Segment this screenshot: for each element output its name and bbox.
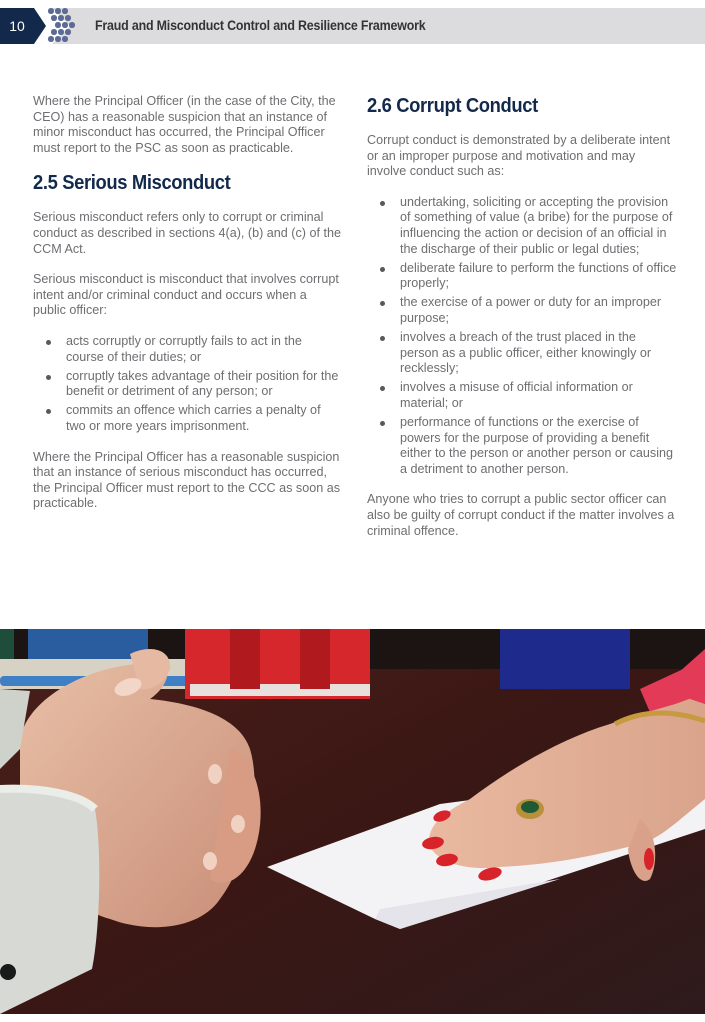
bullet-list bbox=[367, 195, 677, 478]
section-heading-serious-misconduct: 2.5 Serious Misconduct bbox=[33, 172, 231, 195]
list-item bbox=[33, 369, 343, 400]
list-item-text: acts corruptly or corruptly fails to act in the course of their duties; or bbox=[66, 333, 302, 364]
list-item bbox=[367, 195, 677, 257]
list-item bbox=[33, 334, 343, 365]
bullet-icon bbox=[380, 336, 385, 341]
list-item-text: undertaking, soliciting or accepting the provision of something of value (a bribe) for the purpose of influencing the action or decision of an official in the discharge of their public or legal duties; bbox=[400, 194, 673, 256]
document-title: Fraud and Misconduct Control and Resilience Framework bbox=[95, 18, 426, 33]
right-column bbox=[367, 94, 677, 554]
page-number: 10 bbox=[9, 18, 25, 34]
paragraph: Serious misconduct is misconduct that involves corrupt intent and/or criminal conduct and occurs when a public officer: bbox=[33, 272, 339, 318]
bullet-icon bbox=[46, 375, 51, 380]
bullet-icon bbox=[380, 301, 385, 306]
list-item bbox=[367, 295, 677, 326]
list-item bbox=[367, 415, 677, 477]
list-item-text: commits an offence which carries a penalty of two or more years imprisonment. bbox=[66, 403, 321, 433]
bullet-icon bbox=[380, 201, 385, 206]
list-item bbox=[367, 330, 677, 377]
dot-arrow-icon bbox=[40, 8, 84, 44]
list-item-text: deliberate failure to perform the functions of office properly; bbox=[400, 260, 677, 291]
page-number-box bbox=[0, 8, 34, 44]
bullet-icon bbox=[46, 409, 51, 414]
bullet-icon bbox=[380, 421, 385, 426]
list-item bbox=[367, 380, 677, 411]
closing-paragraph: Anyone who tries to corrupt a public sector officer can also be guilty of corrupt conduct if the matter involves a criminal offence. bbox=[367, 492, 675, 538]
intro-paragraph: Where the Principal Officer (in the case of the City, the CEO) has a reasonable suspicion that an instance of minor misconduct has occurred, the Principal Officer must report to the PSC as soon as practicable. bbox=[33, 94, 336, 155]
list-item-text: involves a breach of the trust placed in the person as a public officer, either knowingly or recklessly; bbox=[400, 330, 652, 376]
page-header bbox=[0, 8, 705, 44]
bullet-icon bbox=[46, 340, 51, 345]
list-item bbox=[33, 403, 343, 434]
list-item-text: corruptly takes advantage of their position for the benefit or detriment of any person; or bbox=[66, 368, 339, 399]
bullet-list bbox=[33, 334, 343, 435]
bullet-icon bbox=[380, 386, 385, 391]
closing-paragraph: Where the Principal Officer has a reasonable suspicion that an instance of serious misconduct has occurred, the Principal Officer must report to the CCC as soon as practicable. bbox=[33, 449, 341, 511]
intro-paragraph: Corrupt conduct is demonstrated by a deliberate intent or an improper purpose and motivation and may involve conduct such as: bbox=[367, 133, 671, 179]
list-item-text: involves a misuse of official information or material; or bbox=[400, 380, 633, 410]
left-column bbox=[33, 94, 343, 527]
section-heading-corrupt-conduct: 2.6 Corrupt Conduct bbox=[367, 95, 538, 117]
photo-bribe-envelope bbox=[0, 629, 705, 1014]
paragraph: Serious misconduct refers only to corrupt or criminal conduct as described in sections 4(a), (b) and (c) of the CCM Act. bbox=[33, 210, 341, 256]
list-item-text: performance of functions or the exercise of powers for the purpose of providing a benefit either to the person or another person or causing a detriment to another person. bbox=[400, 415, 674, 476]
bullet-icon bbox=[380, 267, 385, 272]
list-item bbox=[367, 261, 677, 292]
list-item-text: the exercise of a power or duty for an improper purpose; bbox=[400, 295, 662, 325]
